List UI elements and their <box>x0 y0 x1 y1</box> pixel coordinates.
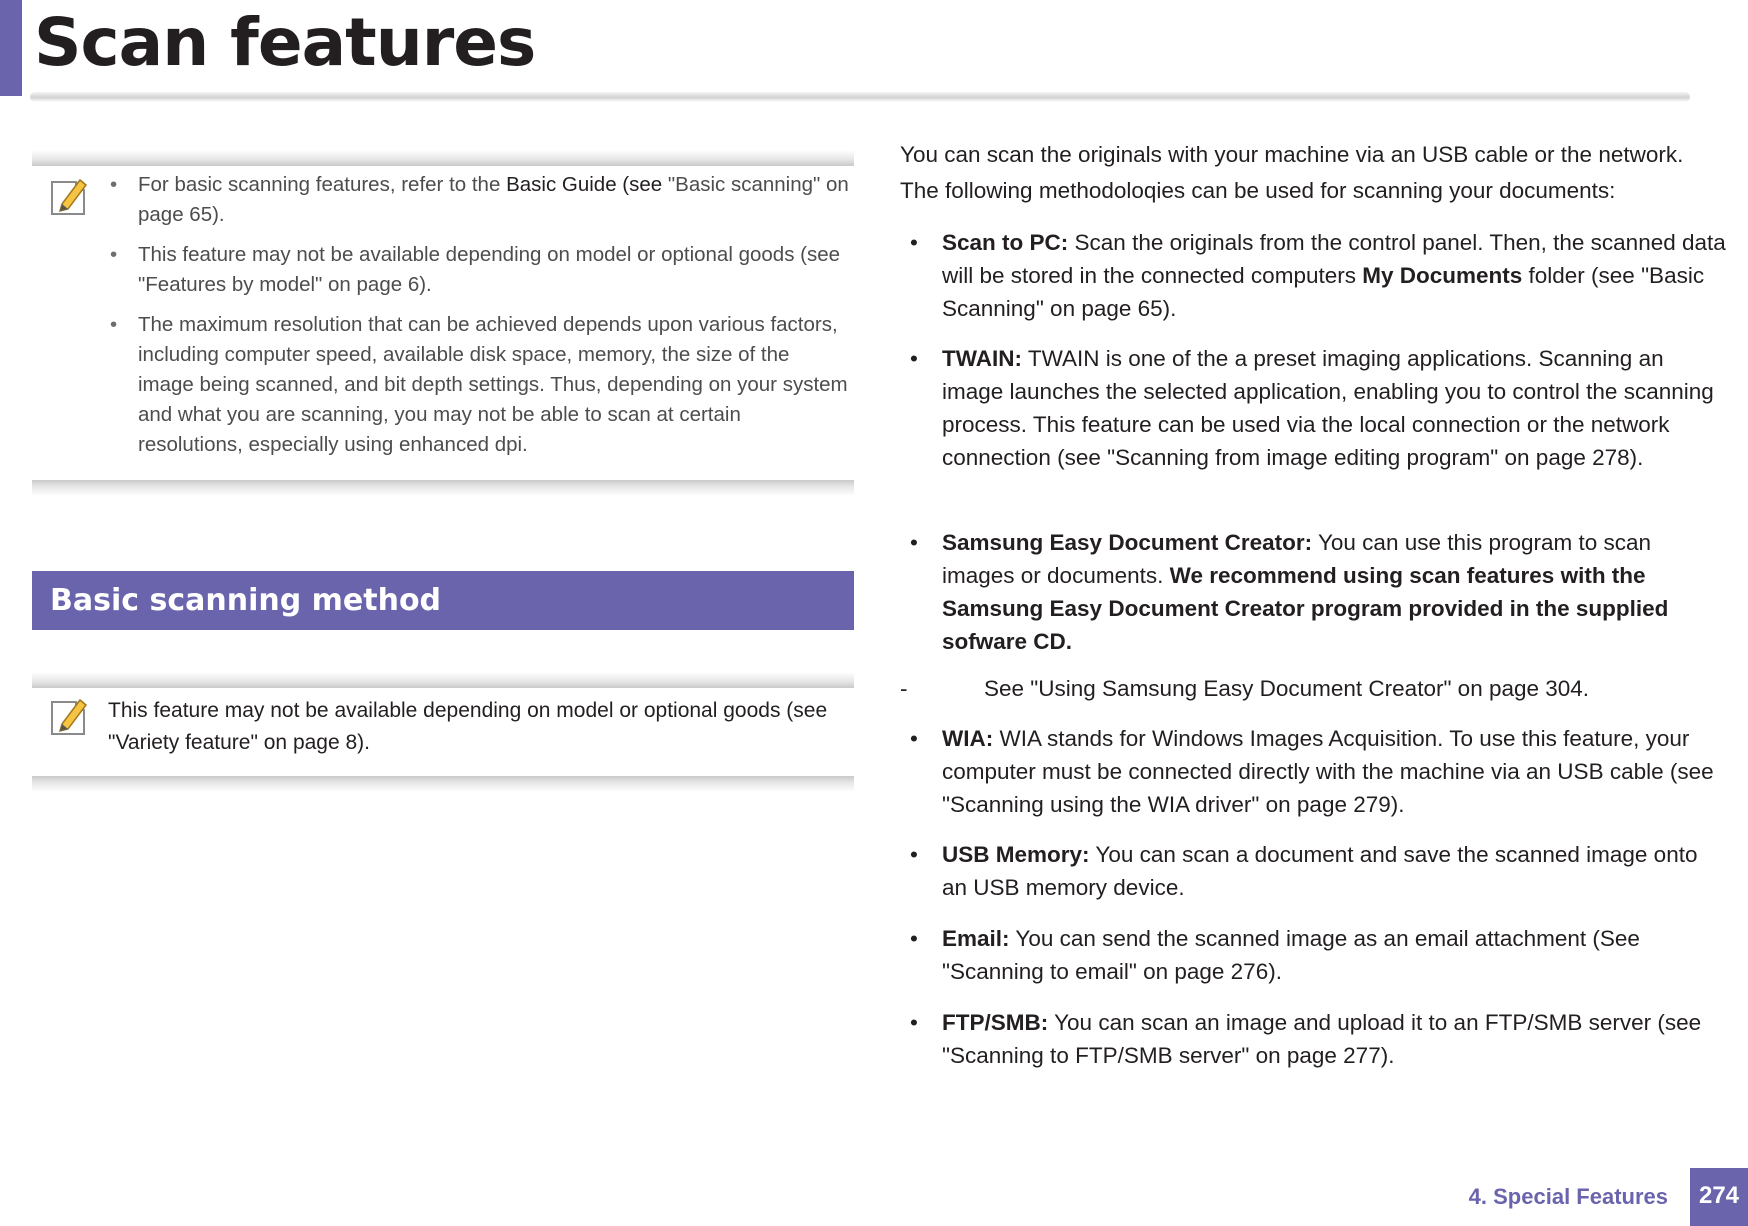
bullet: • <box>910 1010 918 1035</box>
note-text: "Basic scanning" on page 65). <box>138 173 849 226</box>
sub-item-text: See "Using Samsung Easy Document Creator" on page 304. <box>984 676 1590 701</box>
item-bold-text: We recommend using scan features with the Samsung Easy Document Creator program provided in the supplied sofware CD. <box>942 563 1669 654</box>
note-bottom-bar <box>32 776 854 792</box>
list-item <box>900 226 1726 325</box>
bullet: • <box>110 173 118 196</box>
item-text: You can use this program to scan images or documents. <box>942 530 1652 588</box>
page-title: Scan features <box>34 4 536 81</box>
item-text: Scan the originals from the control panel. Then, the scanned data will be stored in the connected computers <box>942 230 1726 288</box>
title-underline <box>30 92 1690 102</box>
list-item <box>900 922 1726 988</box>
list-item <box>900 526 1726 658</box>
item-text: You can scan a document and save the scanned image onto an USB memory device. <box>942 842 1698 900</box>
list-item <box>900 838 1726 904</box>
item-label: WIA: <box>942 726 994 751</box>
note-list <box>104 170 850 470</box>
note-bottom-bar <box>32 480 854 496</box>
item-text: You can send the scanned image as an email attachment (See "Scanning to email" on page 276). <box>942 926 1640 984</box>
bullet: • <box>910 726 918 751</box>
note-pencil-icon <box>48 694 88 738</box>
item-text: TWAIN is one of the a preset imaging applications. Scanning an image launches the selected application, enabling you to control the scanning process. This feature can be used via the local connection or the network connection (see "Scanning from image editing program" on page 278). <box>942 346 1714 470</box>
dash: - <box>900 676 908 701</box>
bullet: • <box>910 842 918 867</box>
list-item <box>900 722 1726 821</box>
note-top-bar <box>32 672 854 688</box>
bullet: • <box>110 243 118 266</box>
note-text: For basic scanning features, refer to the <box>138 173 507 196</box>
bullet: • <box>910 530 918 555</box>
item-label: TWAIN: <box>942 346 1022 371</box>
note-item <box>104 170 850 230</box>
footer-chapter: 4. Special Features <box>1468 1184 1668 1209</box>
page-number: 274 <box>1690 1168 1748 1226</box>
item-label: Email: <box>942 926 1010 951</box>
bullet: • <box>910 230 918 255</box>
item-text: WIA stands for Windows Images Acquisition. To use this feature, your computer must be connected directly with the machine via an USB cable (see "Scanning using the WIA driver" on page 279). <box>942 726 1714 817</box>
header-accent-bar <box>0 0 22 96</box>
intro-paragraph: You can scan the originals with your machine via an USB cable or the network. <box>900 142 1684 167</box>
section-heading: Basic scanning method <box>50 583 442 618</box>
bullet: • <box>910 346 918 371</box>
note-pencil-icon <box>48 174 88 218</box>
note-item <box>104 310 850 460</box>
note-text: This feature may not be available depending on model or optional goods (see "Features by model" on page 6). <box>138 243 841 296</box>
list-item <box>900 342 1726 474</box>
list-item <box>900 1006 1726 1072</box>
bullet: • <box>110 313 118 336</box>
basic-guide-ref: Basic Guide (see <box>506 173 663 196</box>
item-text: You can scan an image and upload it to an FTP/SMB server (see "Scanning to FTP/SMB server" on page 277). <box>942 1010 1702 1068</box>
item-bold-text: My Documents <box>1362 263 1523 288</box>
item-label: FTP/SMB: <box>942 1010 1049 1035</box>
note-top-bar <box>32 150 854 166</box>
note-text: The maximum resolution that can be achieved depends upon various factors, including computer speed, available disk space, memory, the size of the image being scanned, and bit depth settings. Thus, depending on your system and what you are scanning, you may not be able to scan at certain resolutions, especially using enhanced dpi. <box>138 313 848 456</box>
sub-list-item <box>900 672 1726 705</box>
item-text: folder (see "Basic Scanning" on page 65). <box>942 263 1705 321</box>
intro-paragraph: The following methodoloqies can be used for scanning your documents: <box>900 178 1616 203</box>
item-label: USB Memory: <box>942 842 1090 867</box>
item-label: Samsung Easy Document Creator: <box>942 530 1313 555</box>
section-heading-bar <box>32 571 854 630</box>
bullet: • <box>910 926 918 951</box>
note-text: This feature may not be available depending on model or optional goods (see "Variety feature" on page 8). <box>108 699 828 754</box>
note-item <box>104 240 850 300</box>
item-label: Scan to PC: <box>942 230 1069 255</box>
